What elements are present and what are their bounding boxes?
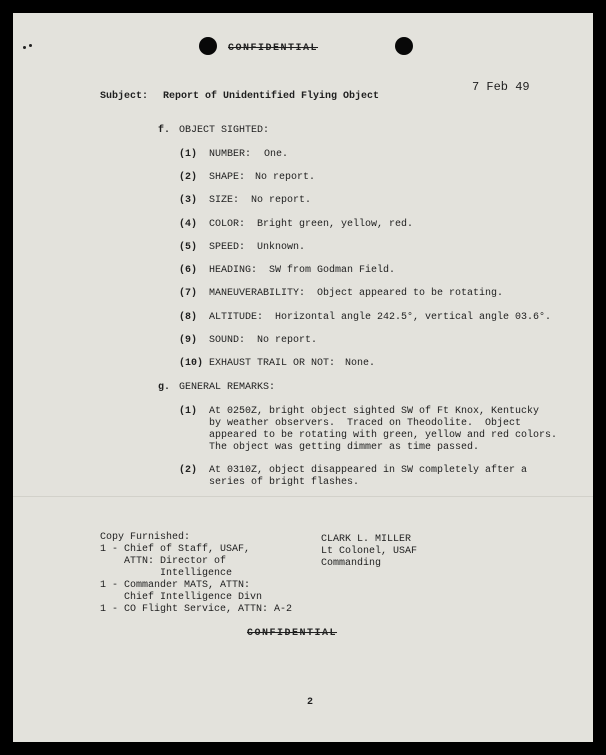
page-number: 2 [307,697,314,708]
section-g-letter: g. [158,382,171,393]
item-number: (1) [179,149,198,160]
signer-rank: Lt Colonel, USAF [321,546,418,557]
item-label: SPEED: [209,242,246,253]
signer-title: Commanding [321,558,382,569]
section-f-title: OBJECT SIGHTED: [179,125,270,136]
item-label: SOUND: [209,335,246,346]
remark-line: appeared to be rotating with green, yellow and red colors. [209,430,558,441]
item-label: NUMBER: [209,149,252,160]
item-label: EXHAUST TRAIL OR NOT: [209,358,336,369]
item-label: ALTITUDE: [209,312,264,323]
item-value: None. [345,358,376,369]
item-value: Object appeared to be rotating. [317,288,504,299]
copy-line: Intelligence [100,568,233,579]
remark-line: The object was getting dimmer as time passed. [209,442,480,453]
section-f-letter: f. [158,125,171,136]
item-label: SIZE: [209,195,240,206]
remark-number: (1) [179,406,198,417]
item-number: (10) [179,358,204,369]
header-classification: CONFIDENTIAL [228,43,319,54]
item-number: (6) [179,265,198,276]
copy-line: 1 - Commander MATS, ATTN: [100,580,251,591]
stain-mark [29,44,32,47]
copy-furnished-title: Copy Furnished: [100,532,191,543]
subject-text: Report of Unidentified Flying Object [163,91,380,102]
item-value: Unknown. [257,242,306,253]
item-number: (7) [179,288,198,299]
item-number: (8) [179,312,198,323]
item-value: No report. [251,195,312,206]
item-value: SW from Godman Field. [269,265,396,276]
item-value: No report. [255,172,316,183]
subject-label: Subject: [100,91,149,102]
footer-classification: CONFIDENTIAL [247,628,338,639]
item-value: Horizontal angle 242.5°, vertical angle 03.6°. [275,312,552,323]
item-label: SHAPE: [209,172,246,183]
remark-line: At 0250Z, bright object sighted SW of Ft Knox, Kentucky [209,406,540,417]
remark-number: (2) [179,465,198,476]
document-date: 7 Feb 49 [472,80,530,94]
document-page [13,13,593,742]
fold-line [13,496,593,497]
item-number: (2) [179,172,198,183]
item-value: Bright green, yellow, red. [257,219,414,230]
item-value: No report. [257,335,318,346]
punch-hole-left [199,37,217,55]
item-value: One. [264,149,289,160]
item-label: MANEUVERABILITY: [209,288,306,299]
item-number: (5) [179,242,198,253]
section-g-title: GENERAL REMARKS: [179,382,276,393]
remark-line: by weather observers. Traced on Theodolite. Object [209,418,522,429]
remark-line: series of bright flashes. [209,477,360,488]
signer-name: CLARK L. MILLER [321,534,412,545]
stain-mark [23,46,26,49]
copy-line: 1 - Chief of Staff, USAF, [100,544,251,555]
item-number: (3) [179,195,198,206]
item-number: (4) [179,219,198,230]
item-number: (9) [179,335,198,346]
remark-line: At 0310Z, object disappeared in SW completely after a [209,465,528,476]
copy-line: Chief Intelligence Divn [100,592,263,603]
punch-hole-right [395,37,413,55]
copy-line: ATTN: Director of [100,556,227,567]
item-label: HEADING: [209,265,258,276]
item-label: COLOR: [209,219,246,230]
copy-line: 1 - CO Flight Service, ATTN: A-2 [100,604,293,615]
